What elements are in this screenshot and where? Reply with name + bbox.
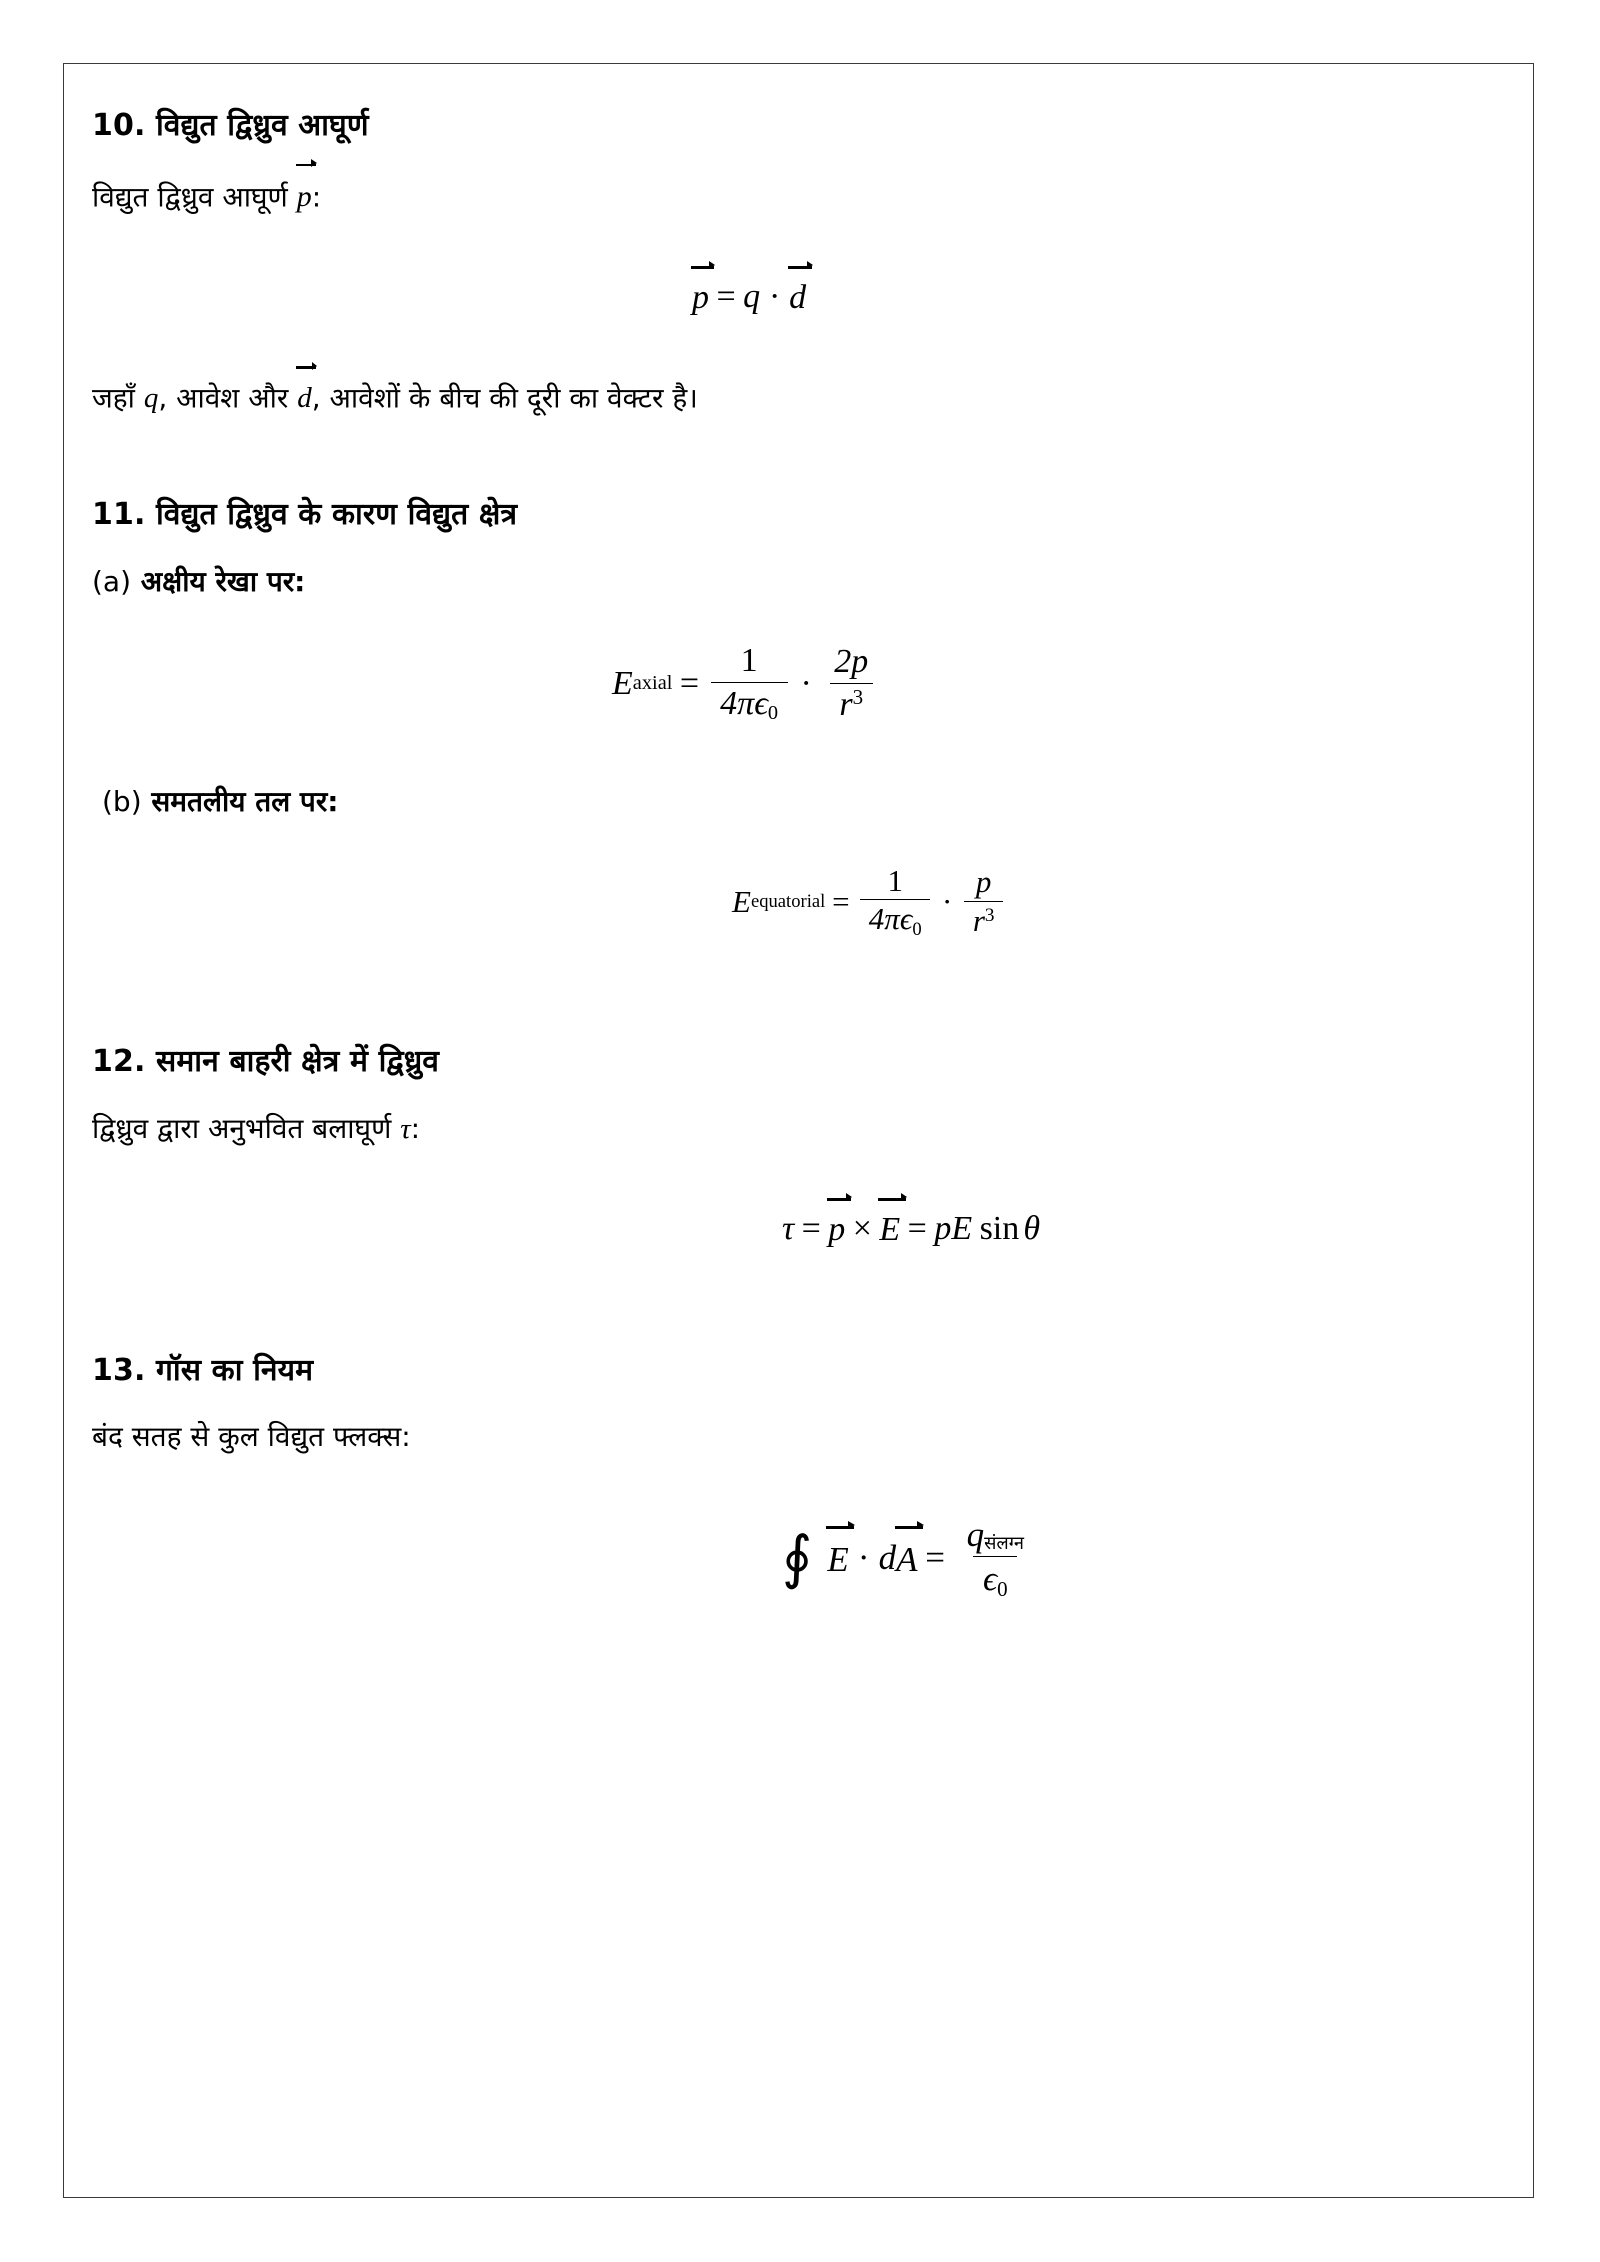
torque-tau: τ <box>782 1209 795 1247</box>
e-equatorial-symbol: E <box>732 883 751 919</box>
gauss-numerator: qसंलग्न <box>966 1514 1024 1555</box>
formula-torque <box>92 1208 1489 1249</box>
e-axial-coulomb-fraction <box>711 643 788 724</box>
e-equatorial-frac1-num: 1 <box>887 862 903 898</box>
section-10-intro-line <box>92 173 1489 219</box>
torque-rhs-p: p <box>934 1209 952 1247</box>
formula-charge: q <box>743 277 761 315</box>
page-content <box>64 64 1533 2197</box>
e-equatorial-frac2-num: p <box>975 864 992 900</box>
e-axial-subscript: axial <box>632 672 673 695</box>
formula-equals: = <box>716 277 736 315</box>
e-axial-frac2-num: 2p <box>834 642 869 680</box>
section-13-intro: बंद सतह से कुल विद्युत फ्लक्स: <box>92 1420 411 1454</box>
section-10-intro-text: विद्युत द्विध्रुव आघूर्ण <box>92 179 288 213</box>
gauss-dot: · <box>857 1538 870 1578</box>
torque-rhs-e: E <box>951 1209 973 1247</box>
section-11a-text: अक्षीय रेखा पर: <box>140 564 306 598</box>
section-11b-text: समतलीय तल पर: <box>151 785 339 819</box>
e-axial-frac1-den: 4πϵ0 <box>711 682 788 724</box>
formula-dot: · <box>768 277 781 315</box>
torque-cross: × <box>852 1209 872 1247</box>
note-prefix: जहाँ <box>92 381 135 415</box>
section-10-heading: 10. विद्युत द्विध्रुव आघूर्ण <box>92 108 369 143</box>
torque-theta: θ <box>1023 1209 1041 1247</box>
note-var-q: q <box>143 382 159 415</box>
section-11b-label <box>92 782 1489 821</box>
e-axial-dot: · <box>800 664 812 702</box>
e-axial-frac1-num: 1 <box>740 642 758 680</box>
torque-p-vector: p <box>828 1208 845 1249</box>
contour-integral-icon: ∮ <box>782 1527 813 1591</box>
section-12-heading: 12. समान बाहरी क्षेत्र में द्विध्रुव <box>92 1043 440 1079</box>
note-var-d: d <box>297 375 312 419</box>
section-12-intro-text: द्विध्रुव द्वारा अनुभवित बलाघूर्ण <box>92 1112 392 1146</box>
e-equatorial-subscript: equatorial <box>750 890 826 912</box>
section-11a-label <box>92 562 1489 601</box>
e-axial-field-fraction <box>825 644 878 724</box>
torque-equals-1: = <box>801 1209 821 1247</box>
e-equatorial-equals: = <box>832 883 850 919</box>
formula-gauss-law <box>92 1516 1489 1600</box>
gauss-equals: = <box>925 1538 945 1578</box>
section-11-heading: 11. विद्युत द्विध्रुव के कारण विद्युत क्षेत्र <box>92 497 518 533</box>
e-equatorial-frac1-den: 4πϵ0 <box>860 899 930 939</box>
section-12-intro-line <box>92 1108 1489 1150</box>
gauss-a-vector: A <box>896 1537 917 1580</box>
gauss-charge-fraction <box>957 1516 1034 1600</box>
e-equatorial-coulomb-fraction <box>860 864 930 940</box>
e-equatorial-dot: · <box>942 883 953 919</box>
inline-p-vector <box>297 173 312 219</box>
note-mid-1: , आवेश और <box>158 381 289 415</box>
gauss-e-vector: E <box>827 1537 848 1580</box>
p-vector-symbol: p <box>297 173 312 219</box>
e-axial-frac2-den: r3 <box>830 683 873 724</box>
section-12-intro-colon: : <box>410 1112 421 1146</box>
gauss-differential: d <box>878 1538 897 1578</box>
torque-e-vector: E <box>879 1208 900 1249</box>
formula-e-axial <box>92 643 1489 724</box>
torque-equals-2: = <box>907 1209 927 1247</box>
section-10-note <box>92 375 1489 419</box>
document-page <box>63 63 1534 2198</box>
e-axial-equals: = <box>679 664 700 702</box>
section-11a-marker: (a) <box>92 564 132 598</box>
torque-sin: sin <box>979 1209 1020 1247</box>
e-axial-symbol: E <box>612 664 633 702</box>
section-13-heading: 13. गॉस का नियम <box>92 1352 314 1388</box>
formula-d-vector: d <box>789 276 806 317</box>
e-equatorial-field-fraction <box>964 865 1003 937</box>
section-10-intro-colon: : <box>311 179 322 213</box>
e-equatorial-frac2-den: r3 <box>964 901 1003 938</box>
formula-dipole-moment <box>92 276 1489 317</box>
section-11b-marker: (b) <box>102 785 142 819</box>
note-mid-2: , आवेशों के बीच की दूरी का वेक्टर है। <box>311 381 698 415</box>
formula-e-equatorial <box>92 864 1489 940</box>
gauss-denominator: ϵ0 <box>973 1556 1017 1600</box>
formula-p-vector: p <box>692 276 709 317</box>
inline-tau-symbol: τ <box>400 1113 411 1146</box>
